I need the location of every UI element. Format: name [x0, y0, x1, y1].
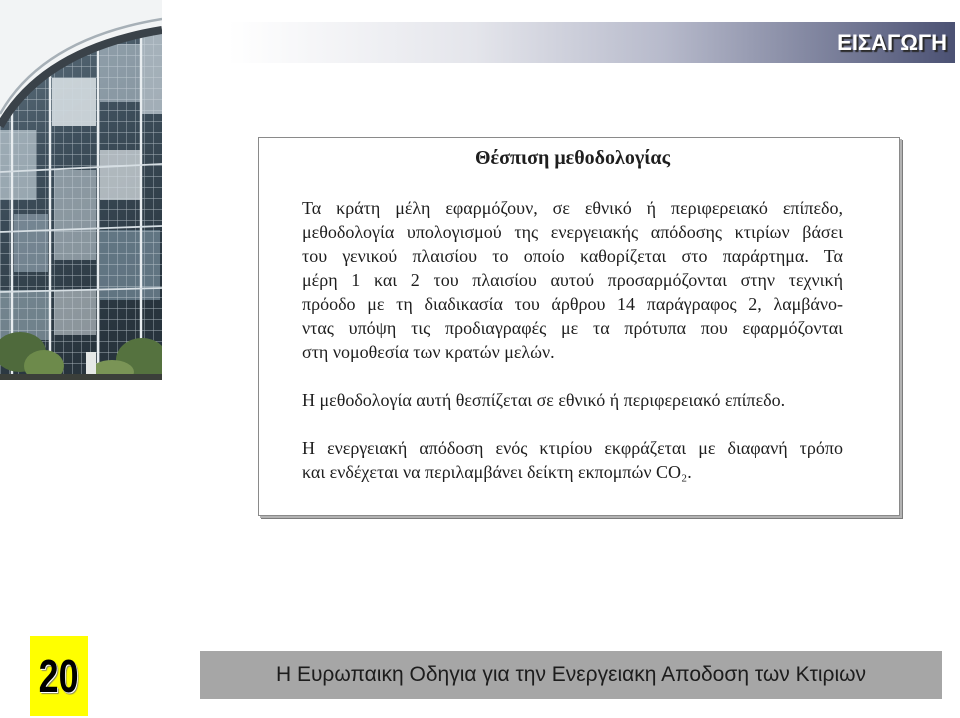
building-photo: [0, 0, 162, 380]
page-number-badge: [30, 636, 88, 716]
excerpt-line: πρόοδο με τη διαδικασία του άρθρου 14 παράγραφος 2, λαμβάνο-: [302, 294, 843, 314]
excerpt-line: ντας υπόψη τις προδιαγραφές με τα πρότυπα που εφαρμόζονται: [302, 318, 843, 338]
excerpt-line: στη νομοθεσία των κρατών μελών.: [302, 342, 555, 362]
excerpt-paragraph: [302, 436, 843, 484]
excerpt-line: του γενικού πλαισίου το οποίο καθορίζεται στο παράρτημα. Τα: [302, 246, 843, 266]
excerpt-paragraph: [302, 196, 843, 364]
excerpt-line: μέρη 1 και 2 του πλαισίου αυτού προσαρμόζονται στην τεχνική: [302, 270, 843, 290]
page-number: 20: [39, 650, 79, 702]
excerpt-heading: Θέσπιση μεθοδολογίας: [474, 147, 671, 169]
section-title: ΕΙΣΑΓΩΓΗ: [837, 30, 947, 55]
excerpt-line: Η μεθοδολογία αυτή θεσπίζεται σε εθνικό ή περιφερειακό επίπεδο.: [302, 390, 786, 410]
section-header-bar: [228, 22, 955, 63]
excerpt-line: Η ενεργειακή απόδοση ενός κτιρίου εκφράζεται με διαφανή τρόπο: [302, 438, 843, 458]
footer-bar: [200, 651, 942, 699]
excerpt-line: και ενδέχεται να περιλαμβάνει δείκτη εκπομπών CO₂.: [302, 462, 692, 482]
excerpt-line: μεθοδολογία υπολογισμού της ενεργειακής απόδοσης κτιρίων βάσει: [302, 222, 843, 242]
footer-caption: Η Ευρωπαικη Οδηγια για την Ενεργειακη Αποδοση των Κτιριων: [275, 663, 867, 686]
excerpt-paragraph: [302, 388, 843, 412]
directive-excerpt-image: [258, 137, 900, 516]
excerpt-text-column: [302, 146, 843, 484]
excerpt-line: Τα κράτη μέλη εφαρμόζουν, σε εθνικό ή περιφερειακό επίπεδο,: [302, 198, 843, 218]
ground: [0, 374, 162, 380]
